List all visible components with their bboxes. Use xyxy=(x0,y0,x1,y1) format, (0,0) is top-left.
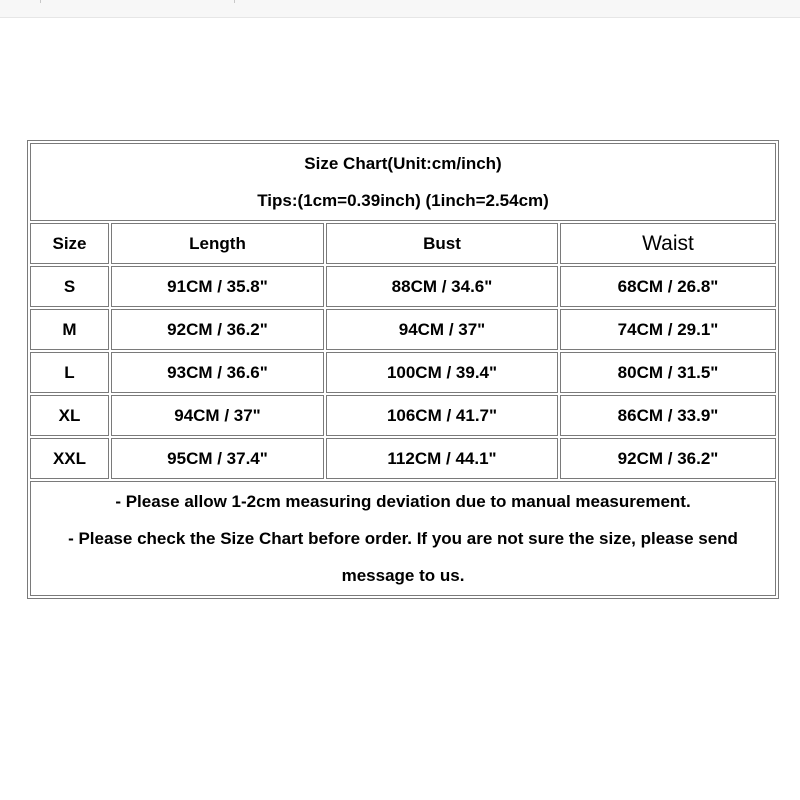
table-row xyxy=(30,395,776,436)
bust-cell: 106CM / 41.7" xyxy=(326,395,558,436)
table-row xyxy=(30,266,776,307)
column-header-waist: Waist xyxy=(560,223,776,264)
bust-cell: 88CM / 34.6" xyxy=(326,266,558,307)
length-cell: 91CM / 35.8" xyxy=(111,266,324,307)
chart-title: Size Chart(Unit:cm/inch) xyxy=(304,154,502,173)
waist-cell: 68CM / 26.8" xyxy=(560,266,776,307)
waist-cell: 86CM / 33.9" xyxy=(560,395,776,436)
note-measurement-deviation: - Please allow 1-2cm measuring deviation due to manual measurement. xyxy=(115,492,691,511)
size-cell: XL xyxy=(30,395,109,436)
waist-cell: 74CM / 29.1" xyxy=(560,309,776,350)
notes-cell xyxy=(30,481,776,596)
column-header-bust: Bust xyxy=(326,223,558,264)
header-row xyxy=(30,223,776,264)
bust-cell: 94CM / 37" xyxy=(326,309,558,350)
size-cell: S xyxy=(30,266,109,307)
size-cell: L xyxy=(30,352,109,393)
column-header-length: Length xyxy=(111,223,324,264)
notes-row xyxy=(30,481,776,596)
table-row xyxy=(30,309,776,350)
note-check-size-chart: - Please check the Size Chart before order. If you are not sure the size, please send message to us. xyxy=(68,529,738,585)
size-chart-table xyxy=(27,140,779,599)
length-cell: 93CM / 36.6" xyxy=(111,352,324,393)
size-cell: M xyxy=(30,309,109,350)
bust-cell: 100CM / 39.4" xyxy=(326,352,558,393)
title-cell xyxy=(30,143,776,221)
title-row xyxy=(30,143,776,221)
table-row xyxy=(30,438,776,479)
column-header-size: Size xyxy=(30,223,109,264)
length-cell: 94CM / 37" xyxy=(111,395,324,436)
length-cell: 95CM / 37.4" xyxy=(111,438,324,479)
table-row xyxy=(30,352,776,393)
top-bar-divider xyxy=(234,0,235,3)
conversion-tips: Tips:(1cm=0.39inch) (1inch=2.54cm) xyxy=(257,191,549,210)
top-bar xyxy=(0,0,800,18)
top-bar-divider xyxy=(40,0,41,3)
bust-cell: 112CM / 44.1" xyxy=(326,438,558,479)
length-cell: 92CM / 36.2" xyxy=(111,309,324,350)
waist-cell: 92CM / 36.2" xyxy=(560,438,776,479)
waist-cell: 80CM / 31.5" xyxy=(560,352,776,393)
size-cell: XXL xyxy=(30,438,109,479)
